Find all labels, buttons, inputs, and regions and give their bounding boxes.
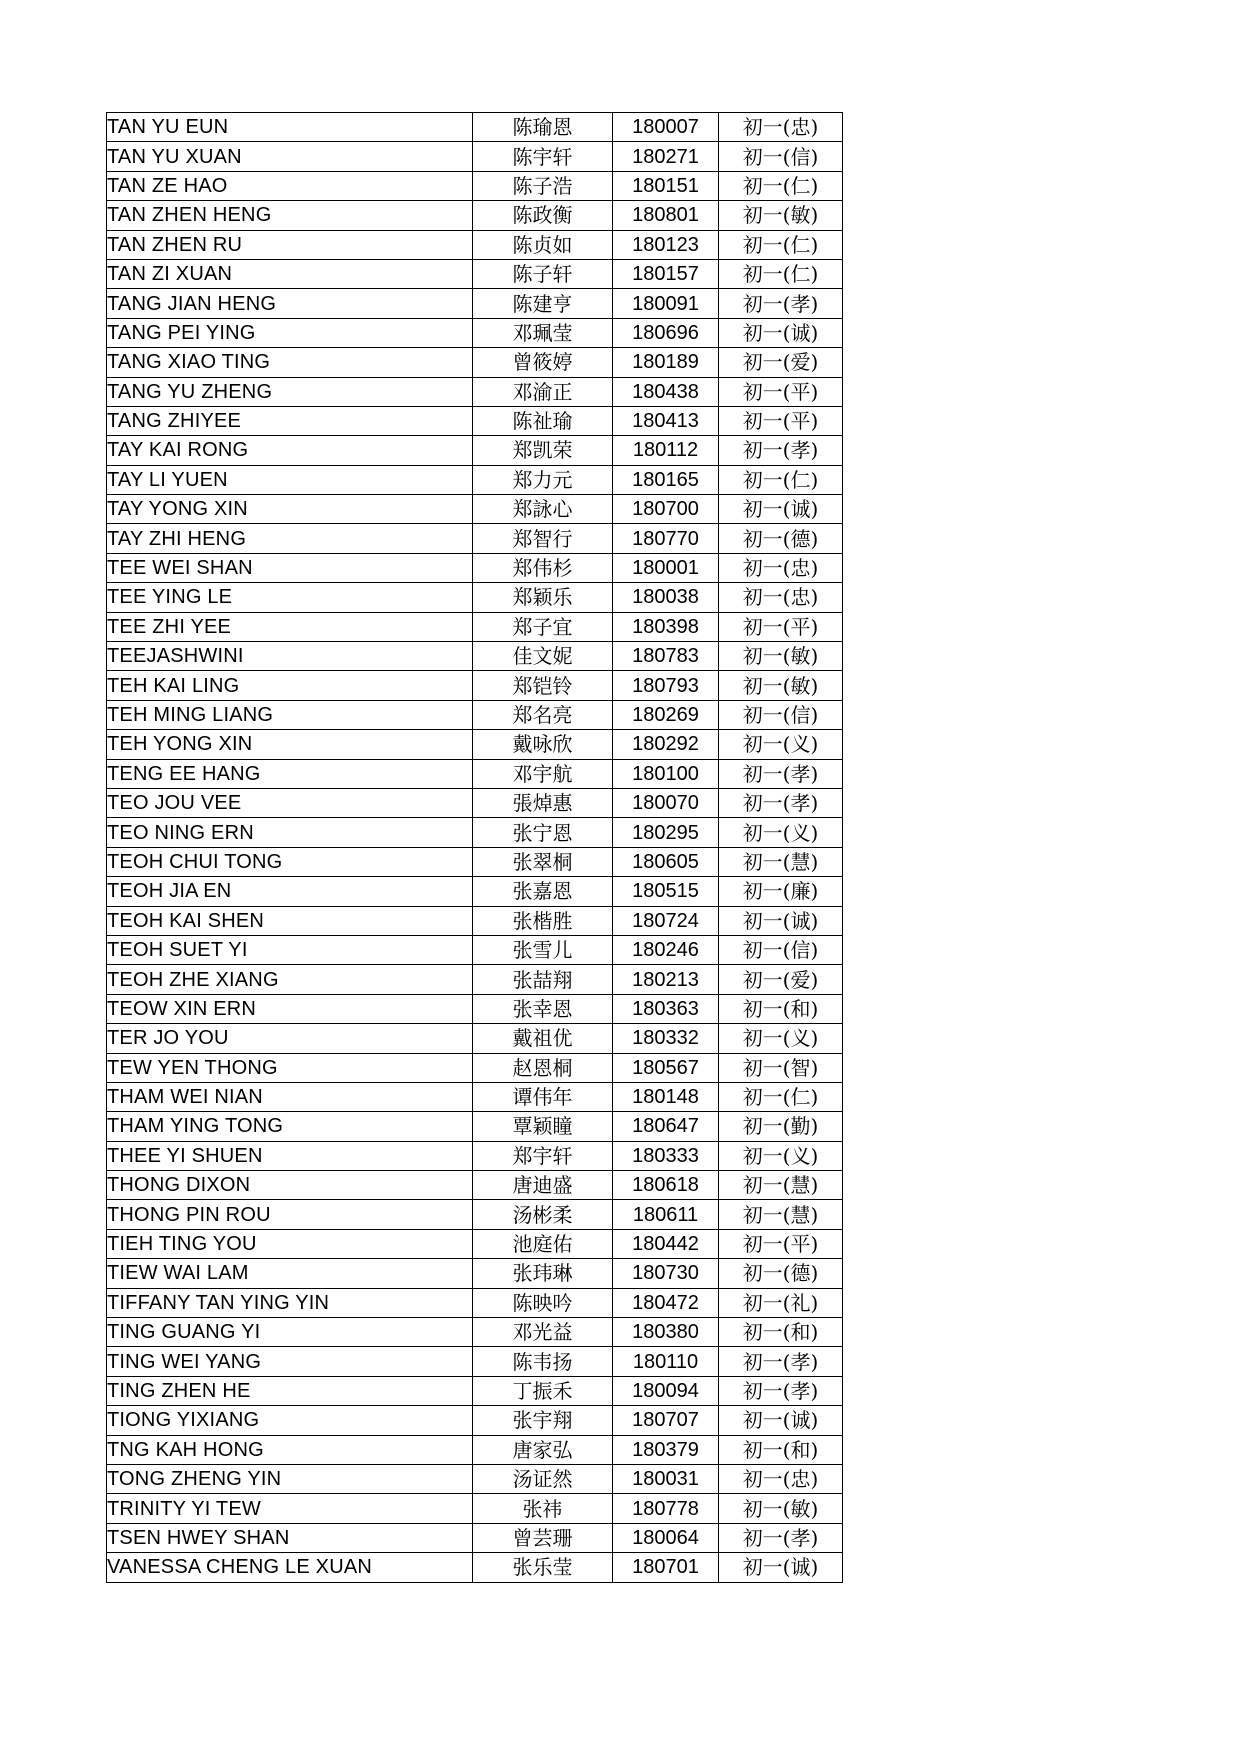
student-id-cell: 180618 [613, 1171, 719, 1200]
class-cell: 初一(平) [719, 612, 843, 641]
student-name-cell: TEO JOU VEE [107, 788, 473, 817]
student-name-cell: TAY ZHI HENG [107, 524, 473, 553]
student-name-cell: TAN ZI XUAN [107, 259, 473, 288]
chinese-name-cell: 张喆翔 [473, 965, 613, 994]
student-id-cell: 180696 [613, 318, 719, 347]
chinese-name-cell: 郑智行 [473, 524, 613, 553]
student-name-cell: TEE ZHI YEE [107, 612, 473, 641]
roster-body [107, 113, 843, 1583]
chinese-name-cell: 陈祉瑜 [473, 406, 613, 435]
student-id-cell: 180110 [613, 1347, 719, 1376]
chinese-name-cell: 陈映吟 [473, 1288, 613, 1317]
table-row [107, 1024, 843, 1053]
chinese-name-cell: 陈韦扬 [473, 1347, 613, 1376]
student-name-cell: THONG DIXON [107, 1171, 473, 1200]
student-id-cell: 180091 [613, 289, 719, 318]
student-name-cell: TAN YU EUN [107, 113, 473, 142]
student-id-cell: 180151 [613, 171, 719, 200]
student-id-cell: 180292 [613, 730, 719, 759]
class-cell: 初一(德) [719, 524, 843, 553]
class-cell: 初一(和) [719, 994, 843, 1023]
table-row [107, 1082, 843, 1111]
chinese-name-cell: 郑宇轩 [473, 1141, 613, 1170]
chinese-name-cell: 郑名亮 [473, 700, 613, 729]
chinese-name-cell: 张雪儿 [473, 935, 613, 964]
student-name-cell: TAY LI YUEN [107, 465, 473, 494]
student-id-cell: 180123 [613, 230, 719, 259]
student-id-cell: 180380 [613, 1318, 719, 1347]
student-name-cell: TAN ZE HAO [107, 171, 473, 200]
chinese-name-cell: 郑颖乐 [473, 583, 613, 612]
table-row [107, 906, 843, 935]
student-id-cell: 180001 [613, 553, 719, 582]
table-row [107, 289, 843, 318]
chinese-name-cell: 邓光益 [473, 1318, 613, 1347]
student-name-cell: TEO NING ERN [107, 818, 473, 847]
table-row [107, 1435, 843, 1464]
student-id-cell: 180611 [613, 1200, 719, 1229]
student-id-cell: 180647 [613, 1112, 719, 1141]
student-name-cell: TANG ZHIYEE [107, 406, 473, 435]
student-roster-table [106, 112, 843, 1583]
class-cell: 初一(孝) [719, 788, 843, 817]
chinese-name-cell: 張焯惠 [473, 788, 613, 817]
chinese-name-cell: 郑力元 [473, 465, 613, 494]
chinese-name-cell: 张乐莹 [473, 1553, 613, 1582]
class-cell: 初一(智) [719, 1053, 843, 1082]
table-row [107, 1053, 843, 1082]
student-id-cell: 180007 [613, 113, 719, 142]
student-id-cell: 180246 [613, 935, 719, 964]
student-name-cell: TEE YING LE [107, 583, 473, 612]
student-id-cell: 180189 [613, 348, 719, 377]
student-id-cell: 180567 [613, 1053, 719, 1082]
table-row [107, 377, 843, 406]
table-row [107, 1141, 843, 1170]
student-id-cell: 180707 [613, 1406, 719, 1435]
student-name-cell: TEOH SUET YI [107, 935, 473, 964]
table-row [107, 759, 843, 788]
student-id-cell: 180332 [613, 1024, 719, 1053]
chinese-name-cell: 唐家弘 [473, 1435, 613, 1464]
chinese-name-cell: 张宇翔 [473, 1406, 613, 1435]
chinese-name-cell: 张幸恩 [473, 994, 613, 1023]
student-name-cell: TANG JIAN HENG [107, 289, 473, 318]
student-name-cell: TING ZHEN HE [107, 1376, 473, 1405]
class-cell: 初一(诚) [719, 1553, 843, 1582]
chinese-name-cell: 陈政衡 [473, 201, 613, 230]
chinese-name-cell: 郑詠心 [473, 495, 613, 524]
class-cell: 初一(忠) [719, 583, 843, 612]
table-row [107, 465, 843, 494]
class-cell: 初一(仁) [719, 1082, 843, 1111]
chinese-name-cell: 陈瑜恩 [473, 113, 613, 142]
table-row [107, 1553, 843, 1582]
table-row [107, 1318, 843, 1347]
table-row [107, 1112, 843, 1141]
student-id-cell: 180438 [613, 377, 719, 406]
chinese-name-cell: 陈子轩 [473, 259, 613, 288]
student-name-cell: TING GUANG YI [107, 1318, 473, 1347]
student-name-cell: TENG EE HANG [107, 759, 473, 788]
chinese-name-cell: 丁振禾 [473, 1376, 613, 1405]
class-cell: 初一(敏) [719, 201, 843, 230]
student-name-cell: TIEH TING YOU [107, 1229, 473, 1258]
student-name-cell: TEOH JIA EN [107, 877, 473, 906]
student-id-cell: 180271 [613, 142, 719, 171]
class-cell: 初一(仁) [719, 171, 843, 200]
class-cell: 初一(爱) [719, 348, 843, 377]
student-id-cell: 180112 [613, 436, 719, 465]
student-name-cell: TAN ZHEN HENG [107, 201, 473, 230]
student-name-cell: TEOH KAI SHEN [107, 906, 473, 935]
class-cell: 初一(仁) [719, 259, 843, 288]
table-row [107, 788, 843, 817]
student-id-cell: 180724 [613, 906, 719, 935]
student-name-cell: THAM YING TONG [107, 1112, 473, 1141]
student-id-cell: 180070 [613, 788, 719, 817]
student-name-cell: TNG KAH HONG [107, 1435, 473, 1464]
chinese-name-cell: 张祎 [473, 1494, 613, 1523]
table-row [107, 318, 843, 347]
class-cell: 初一(义) [719, 1141, 843, 1170]
class-cell: 初一(忠) [719, 1464, 843, 1493]
student-id-cell: 180269 [613, 700, 719, 729]
class-cell: 初一(爱) [719, 965, 843, 994]
chinese-name-cell: 戴祖优 [473, 1024, 613, 1053]
class-cell: 初一(诚) [719, 1406, 843, 1435]
chinese-name-cell: 赵恩桐 [473, 1053, 613, 1082]
class-cell: 初一(慧) [719, 1200, 843, 1229]
student-id-cell: 180398 [613, 612, 719, 641]
student-name-cell: TER JO YOU [107, 1024, 473, 1053]
student-id-cell: 180442 [613, 1229, 719, 1258]
table-row [107, 612, 843, 641]
student-name-cell: TRINITY YI TEW [107, 1494, 473, 1523]
student-id-cell: 180213 [613, 965, 719, 994]
student-id-cell: 180515 [613, 877, 719, 906]
class-cell: 初一(诚) [719, 318, 843, 347]
class-cell: 初一(廉) [719, 877, 843, 906]
table-row [107, 642, 843, 671]
student-name-cell: TEOH ZHE XIANG [107, 965, 473, 994]
student-name-cell: TEW YEN THONG [107, 1053, 473, 1082]
class-cell: 初一(勤) [719, 1112, 843, 1141]
chinese-name-cell: 张嘉恩 [473, 877, 613, 906]
class-cell: 初一(仁) [719, 465, 843, 494]
table-row [107, 230, 843, 259]
class-cell: 初一(平) [719, 1229, 843, 1258]
class-cell: 初一(和) [719, 1318, 843, 1347]
class-cell: 初一(慧) [719, 847, 843, 876]
student-name-cell: THEE YI SHUEN [107, 1141, 473, 1170]
student-roster-sheet [106, 112, 842, 1583]
table-row [107, 553, 843, 582]
table-row [107, 201, 843, 230]
student-id-cell: 180295 [613, 818, 719, 847]
student-name-cell: TEH KAI LING [107, 671, 473, 700]
student-id-cell: 180363 [613, 994, 719, 1023]
chinese-name-cell: 佳文妮 [473, 642, 613, 671]
student-name-cell: TEE WEI SHAN [107, 553, 473, 582]
class-cell: 初一(慧) [719, 1171, 843, 1200]
chinese-name-cell: 唐迪盛 [473, 1171, 613, 1200]
class-cell: 初一(孝) [719, 1347, 843, 1376]
chinese-name-cell: 张玮琳 [473, 1259, 613, 1288]
chinese-name-cell: 陈宇轩 [473, 142, 613, 171]
class-cell: 初一(忠) [719, 113, 843, 142]
chinese-name-cell: 汤彬柔 [473, 1200, 613, 1229]
class-cell: 初一(信) [719, 142, 843, 171]
table-row [107, 818, 843, 847]
table-row [107, 1171, 843, 1200]
class-cell: 初一(信) [719, 935, 843, 964]
student-name-cell: TEEJASHWINI [107, 642, 473, 671]
student-id-cell: 180031 [613, 1464, 719, 1493]
class-cell: 初一(平) [719, 406, 843, 435]
student-name-cell: VANESSA CHENG LE XUAN [107, 1553, 473, 1582]
student-id-cell: 180413 [613, 406, 719, 435]
table-row [107, 1406, 843, 1435]
student-id-cell: 180770 [613, 524, 719, 553]
student-name-cell: TAY KAI RONG [107, 436, 473, 465]
class-cell: 初一(义) [719, 730, 843, 759]
table-row [107, 847, 843, 876]
chinese-name-cell: 张翠桐 [473, 847, 613, 876]
student-name-cell: TANG PEI YING [107, 318, 473, 347]
chinese-name-cell: 汤证然 [473, 1464, 613, 1493]
class-cell: 初一(孝) [719, 1523, 843, 1552]
chinese-name-cell: 张楷胜 [473, 906, 613, 935]
student-id-cell: 180100 [613, 759, 719, 788]
class-cell: 初一(诚) [719, 495, 843, 524]
student-name-cell: TONG ZHENG YIN [107, 1464, 473, 1493]
student-name-cell: TEH YONG XIN [107, 730, 473, 759]
class-cell: 初一(德) [719, 1259, 843, 1288]
student-id-cell: 180165 [613, 465, 719, 494]
student-name-cell: THAM WEI NIAN [107, 1082, 473, 1111]
student-id-cell: 180801 [613, 201, 719, 230]
student-name-cell: TIONG YIXIANG [107, 1406, 473, 1435]
chinese-name-cell: 邓宇航 [473, 759, 613, 788]
chinese-name-cell: 曾筱婷 [473, 348, 613, 377]
chinese-name-cell: 郑铠铃 [473, 671, 613, 700]
table-row [107, 348, 843, 377]
chinese-name-cell: 陈子浩 [473, 171, 613, 200]
class-cell: 初一(孝) [719, 289, 843, 318]
student-id-cell: 180038 [613, 583, 719, 612]
student-id-cell: 180793 [613, 671, 719, 700]
student-id-cell: 180700 [613, 495, 719, 524]
class-cell: 初一(信) [719, 700, 843, 729]
table-row [107, 877, 843, 906]
student-name-cell: TAY YONG XIN [107, 495, 473, 524]
student-name-cell: TANG XIAO TING [107, 348, 473, 377]
student-id-cell: 180094 [613, 1376, 719, 1405]
table-row [107, 259, 843, 288]
table-row [107, 700, 843, 729]
chinese-name-cell: 陈建亨 [473, 289, 613, 318]
class-cell: 初一(敏) [719, 642, 843, 671]
student-name-cell: TIFFANY TAN YING YIN [107, 1288, 473, 1317]
chinese-name-cell: 邓渝正 [473, 377, 613, 406]
chinese-name-cell: 池庭佑 [473, 1229, 613, 1258]
table-row [107, 994, 843, 1023]
class-cell: 初一(孝) [719, 1376, 843, 1405]
table-row [107, 730, 843, 759]
class-cell: 初一(仁) [719, 230, 843, 259]
student-name-cell: TANG YU ZHENG [107, 377, 473, 406]
student-name-cell: TEOW XIN ERN [107, 994, 473, 1023]
student-id-cell: 180701 [613, 1553, 719, 1582]
table-row [107, 1464, 843, 1493]
class-cell: 初一(礼) [719, 1288, 843, 1317]
table-row [107, 965, 843, 994]
student-name-cell: TAN YU XUAN [107, 142, 473, 171]
table-row [107, 406, 843, 435]
class-cell: 初一(义) [719, 818, 843, 847]
class-cell: 初一(敏) [719, 1494, 843, 1523]
class-cell: 初一(平) [719, 377, 843, 406]
table-row [107, 583, 843, 612]
chinese-name-cell: 覃颖瞳 [473, 1112, 613, 1141]
table-row [107, 1494, 843, 1523]
chinese-name-cell: 谭伟年 [473, 1082, 613, 1111]
chinese-name-cell: 曾芸珊 [473, 1523, 613, 1552]
chinese-name-cell: 陈贞如 [473, 230, 613, 259]
table-row [107, 113, 843, 142]
class-cell: 初一(孝) [719, 759, 843, 788]
chinese-name-cell: 郑凯荣 [473, 436, 613, 465]
student-id-cell: 180472 [613, 1288, 719, 1317]
student-id-cell: 180605 [613, 847, 719, 876]
table-row [107, 1200, 843, 1229]
chinese-name-cell: 郑子宜 [473, 612, 613, 641]
student-id-cell: 180157 [613, 259, 719, 288]
table-row [107, 171, 843, 200]
student-id-cell: 180148 [613, 1082, 719, 1111]
chinese-name-cell: 张宁恩 [473, 818, 613, 847]
table-row [107, 1347, 843, 1376]
student-name-cell: TSEN HWEY SHAN [107, 1523, 473, 1552]
student-name-cell: TING WEI YANG [107, 1347, 473, 1376]
student-name-cell: TIEW WAI LAM [107, 1259, 473, 1288]
table-row [107, 1288, 843, 1317]
table-row [107, 495, 843, 524]
student-name-cell: TEOH CHUI TONG [107, 847, 473, 876]
student-id-cell: 180333 [613, 1141, 719, 1170]
student-id-cell: 180379 [613, 1435, 719, 1464]
chinese-name-cell: 邓珮莹 [473, 318, 613, 347]
table-row [107, 935, 843, 964]
student-id-cell: 180730 [613, 1259, 719, 1288]
student-name-cell: THONG PIN ROU [107, 1200, 473, 1229]
chinese-name-cell: 郑伟杉 [473, 553, 613, 582]
class-cell: 初一(孝) [719, 436, 843, 465]
table-row [107, 1229, 843, 1258]
table-row [107, 1523, 843, 1552]
student-name-cell: TEH MING LIANG [107, 700, 473, 729]
student-name-cell: TAN ZHEN RU [107, 230, 473, 259]
table-row [107, 1376, 843, 1405]
table-row [107, 524, 843, 553]
table-row [107, 142, 843, 171]
class-cell: 初一(敏) [719, 671, 843, 700]
table-row [107, 671, 843, 700]
table-row [107, 1259, 843, 1288]
class-cell: 初一(诚) [719, 906, 843, 935]
class-cell: 初一(和) [719, 1435, 843, 1464]
table-row [107, 436, 843, 465]
student-id-cell: 180064 [613, 1523, 719, 1552]
student-id-cell: 180783 [613, 642, 719, 671]
student-id-cell: 180778 [613, 1494, 719, 1523]
class-cell: 初一(忠) [719, 553, 843, 582]
class-cell: 初一(义) [719, 1024, 843, 1053]
chinese-name-cell: 戴咏欣 [473, 730, 613, 759]
